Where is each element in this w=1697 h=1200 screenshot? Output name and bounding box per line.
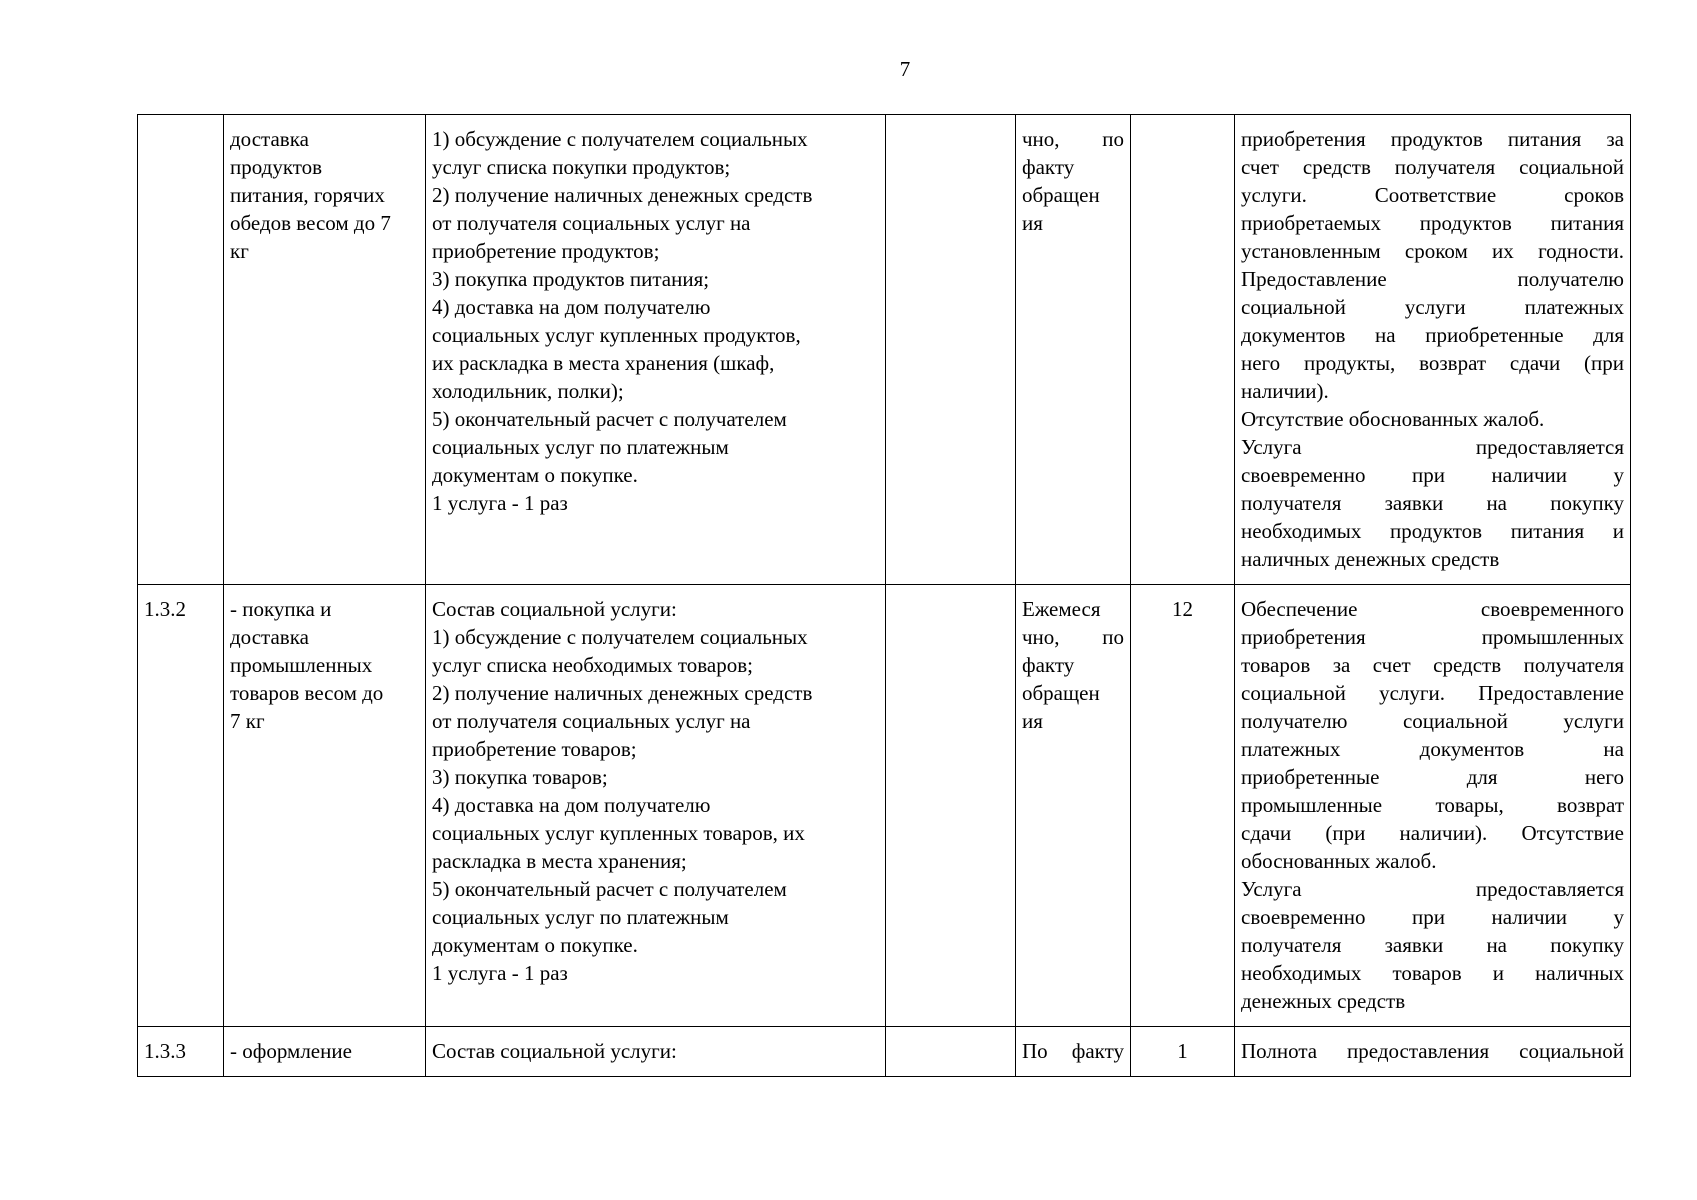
content-line: услуг списка необходимых товаров; [432, 653, 753, 677]
content-line: 1) обсуждение с получателем социальных [432, 127, 808, 151]
quality-line: денежных средств [1241, 989, 1406, 1013]
content-line: документам о покупке. [432, 933, 638, 957]
content-line: приобретение продуктов; [432, 239, 660, 263]
services-table [137, 114, 1631, 1077]
service-number: 1.3.2 [138, 585, 224, 1027]
empty-cell [886, 585, 1016, 1027]
service-name-line: 7 кг [230, 709, 265, 733]
content-line: раскладка в места хранения; [432, 849, 687, 873]
content-line: услуг списка покупки продуктов; [432, 155, 731, 179]
period-line: чно, по [1022, 625, 1124, 649]
service-number: 1.3.3 [138, 1027, 224, 1077]
service-content [426, 115, 886, 585]
quality-line: приобретенные для него [1241, 765, 1624, 789]
quality-line: товаров за счет средств получателя [1241, 653, 1624, 677]
service-name-line: доставка [230, 127, 309, 151]
quality-line: обоснованных жалоб. [1241, 849, 1437, 873]
service-name-line: питания, горячих [230, 183, 385, 207]
quality-line: своевременно при наличии у [1241, 463, 1624, 487]
service-quality [1235, 1027, 1631, 1077]
quality-line: промышленные товары, возврат [1241, 793, 1624, 817]
content-line: 2) получение наличных денежных средств [432, 183, 813, 207]
content-line: приобретение товаров; [432, 737, 637, 761]
service-content [426, 585, 886, 1027]
quality-line: Обеспечение своевременного [1241, 597, 1624, 621]
content-line: 1) обсуждение с получателем социальных [432, 625, 808, 649]
empty-cell [886, 1027, 1016, 1077]
service-quality [1235, 585, 1631, 1027]
service-count [1131, 115, 1235, 585]
service-period [1016, 585, 1131, 1027]
content-line: 3) покупка продуктов питания; [432, 267, 710, 291]
content-line: Состав социальной услуги: [432, 1039, 677, 1063]
period-line: ия [1022, 211, 1043, 235]
content-line: 5) окончательный расчет с получателем [432, 407, 787, 431]
quality-line: сдачи (при наличии). Отсутствие [1241, 821, 1624, 845]
quality-line: услуги. Соответствие сроков [1241, 183, 1624, 207]
quality-line: Услуга предоставляется [1241, 435, 1624, 459]
content-line: их раскладка в места хранения (шкаф, [432, 351, 775, 375]
quality-line: социальной услуги. Предоставление [1241, 681, 1624, 705]
content-line: социальных услуг купленных товаров, их [432, 821, 805, 845]
service-content [426, 1027, 886, 1077]
page-number: 7 [899, 57, 911, 81]
service-name-line: обедов весом до 7 [230, 211, 391, 235]
content-line: 2) получение наличных денежных средств [432, 681, 813, 705]
service-name-line: кг [230, 239, 249, 263]
quality-line: необходимых товаров и наличных [1241, 961, 1624, 985]
quality-line: наличии). [1241, 379, 1329, 403]
content-line: социальных услуг купленных продуктов, [432, 323, 801, 347]
content-line: социальных услуг по платежным [432, 905, 729, 929]
content-line: 1 услуга - 1 раз [432, 491, 568, 515]
quality-line: счет средств получателя социальной [1241, 155, 1624, 179]
service-name-line: доставка [230, 625, 309, 649]
service-period [1016, 1027, 1131, 1077]
quality-line: получателя заявки на покупку [1241, 933, 1624, 957]
table-row [138, 1027, 1631, 1077]
service-period [1016, 115, 1131, 585]
content-line: Состав социальной услуги: [432, 597, 677, 621]
quality-line: Отсутствие обоснованных жалоб. [1241, 407, 1545, 431]
period-line: По факту [1022, 1039, 1124, 1063]
service-quality [1235, 115, 1631, 585]
quality-line: Полнота предоставления социальной [1241, 1039, 1624, 1063]
content-line: 1 услуга - 1 раз [432, 961, 568, 985]
service-number [138, 115, 224, 585]
content-line: 4) доставка на дом получателю [432, 295, 711, 319]
service-name-line: - оформление [230, 1039, 352, 1063]
content-line: 3) покупка товаров; [432, 765, 608, 789]
content-line: от получателя социальных услуг на [432, 211, 751, 235]
content-line: 4) доставка на дом получателю [432, 793, 711, 817]
quality-line: приобретаемых продуктов питания [1241, 211, 1624, 235]
quality-line: получателю социальной услуги [1241, 709, 1624, 733]
period-line: факту [1022, 653, 1075, 677]
period-line: обращен [1022, 183, 1100, 207]
quality-line: платежных документов на [1241, 737, 1624, 761]
period-line: Ежемеся [1022, 597, 1101, 621]
content-line: 5) окончательный расчет с получателем [432, 877, 787, 901]
quality-line: получателя заявки на покупку [1241, 491, 1624, 515]
service-count: 12 [1131, 585, 1235, 1027]
period-line: ия [1022, 709, 1043, 733]
table-row [138, 585, 1631, 1027]
service-name-line: - покупка и [230, 597, 332, 621]
service-count: 1 [1131, 1027, 1235, 1077]
content-line: холодильник, полки); [432, 379, 624, 403]
period-line: факту [1022, 155, 1075, 179]
quality-line: приобретения продуктов питания за [1241, 127, 1624, 151]
table-row [138, 115, 1631, 585]
quality-line: него продукты, возврат сдачи (при [1241, 351, 1624, 375]
service-name [224, 585, 426, 1027]
service-name [224, 1027, 426, 1077]
quality-line: приобретения промышленных [1241, 625, 1624, 649]
period-line: обращен [1022, 681, 1100, 705]
period-line: чно, по [1022, 127, 1124, 151]
quality-line: необходимых продуктов питания и [1241, 519, 1624, 543]
quality-line: социальной услуги платежных [1241, 295, 1624, 319]
quality-line: Предоставление получателю [1241, 267, 1624, 291]
content-line: документам о покупке. [432, 463, 638, 487]
quality-line: установленным сроком их годности. [1241, 239, 1624, 263]
content-line: от получателя социальных услуг на [432, 709, 751, 733]
service-name [224, 115, 426, 585]
quality-line: Услуга предоставляется [1241, 877, 1624, 901]
service-name-line: продуктов [230, 155, 323, 179]
quality-line: своевременно при наличии у [1241, 905, 1624, 929]
empty-cell [886, 115, 1016, 585]
quality-line: наличных денежных средств [1241, 547, 1500, 571]
quality-line: документов на приобретенные для [1241, 323, 1624, 347]
service-name-line: промышленных [230, 653, 373, 677]
content-line: социальных услуг по платежным [432, 435, 729, 459]
service-name-line: товаров весом до [230, 681, 384, 705]
